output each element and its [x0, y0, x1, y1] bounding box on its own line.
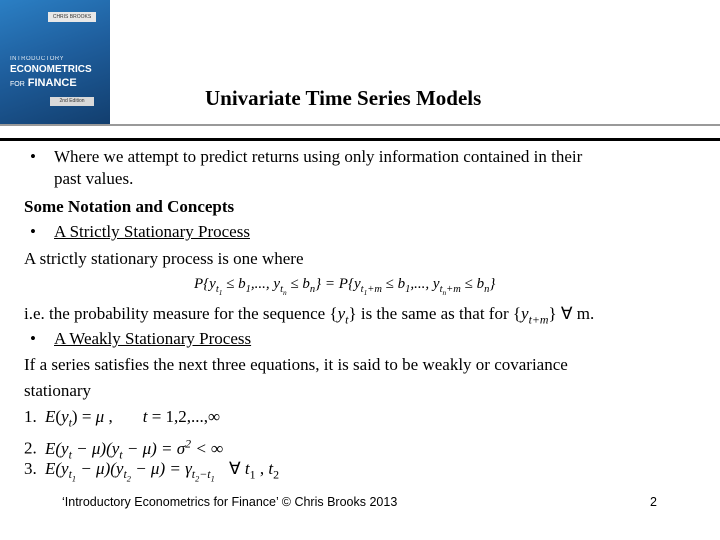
- book-edition-tag: 2nd Edition: [50, 97, 94, 106]
- book-title-line-3: [10, 77, 77, 89]
- equation-3: [24, 459, 279, 490]
- equation-2-body: $E(y_t - \mu)(y_t - \mu) = \sigma^2$ < ∞: [45, 436, 224, 462]
- bullet-text-1-cont: past values.: [54, 169, 134, 188]
- title-divider-black: [0, 138, 720, 141]
- strict-definition-text: A strictly stationary process is one where: [24, 249, 304, 268]
- bullet-text-2: A Strictly Stationary Process: [54, 222, 250, 241]
- equation-3-body: $E(y_{t_1} - \mu)(y_{t_2} - \mu) = \gamma_{t_2-t_1}$: [45, 459, 215, 484]
- bullet-marker: •: [30, 329, 36, 348]
- weak-definition-text-cont: stationary: [24, 381, 92, 400]
- title-divider-gray: [0, 124, 720, 126]
- equation-3-number: 3.: [24, 459, 37, 478]
- footer-citation: ‘Introductory Econometrics for Finance’ © Chris Brooks 2013: [62, 495, 398, 509]
- section-heading: Some Notation and Concepts: [24, 197, 235, 216]
- weak-definition-text: If a series satisfies the next three equations, it is said to be weakly or covariance: [24, 355, 568, 374]
- pm-text-a: i.e. the probability measure for the sequence {: [24, 304, 338, 323]
- equation-2-number: 2.: [24, 438, 37, 458]
- pm-seq-yt: $y_t$: [337, 304, 349, 327]
- book-title-line-1: INTRODUCTORY: [10, 56, 65, 62]
- bullet-marker: •: [30, 222, 36, 241]
- pm-text-c: } ∀ m.: [548, 304, 595, 323]
- equation-1: 1. $E(y_t) = \mu$ , t = 1,2,...,∞: [24, 407, 221, 430]
- page-number: 2: [650, 495, 657, 509]
- book-title-line-2: ECONOMETRICS: [10, 64, 92, 75]
- equation-1-number: 1.: [24, 407, 37, 426]
- bullet-marker: •: [30, 147, 36, 166]
- bullet-text-3: A Weakly Stationary Process: [54, 329, 252, 348]
- slide-title: Univariate Time Series Models: [205, 86, 482, 110]
- book-author-tag: CHRIS BROOKS: [48, 12, 96, 22]
- bullet-text-1: Where we attempt to predict returns using only information contained in their: [54, 147, 583, 166]
- book-title-finance: FINANCE: [27, 77, 77, 89]
- book-title-for: FOR: [10, 81, 25, 88]
- pm-seq-ytm: $y_{t+m}$: [521, 304, 549, 327]
- pm-text-b: } is the same as that for {: [348, 304, 522, 323]
- equation-1-body: E: [45, 407, 56, 426]
- equation-3-quantifier: ∀ $t_1$ , $t_2$: [229, 459, 280, 482]
- strict-stationarity-equation: $P\{y_{t_1} \le b_1$,..., $y_{t_n} \le b_n\} = P\{y_{t_1+m} \le b_1$,..., $y_{t_n+m} \le b_n$}: [194, 276, 496, 298]
- probability-measure-text: [24, 304, 594, 329]
- book-cover-image: [0, 0, 110, 124]
